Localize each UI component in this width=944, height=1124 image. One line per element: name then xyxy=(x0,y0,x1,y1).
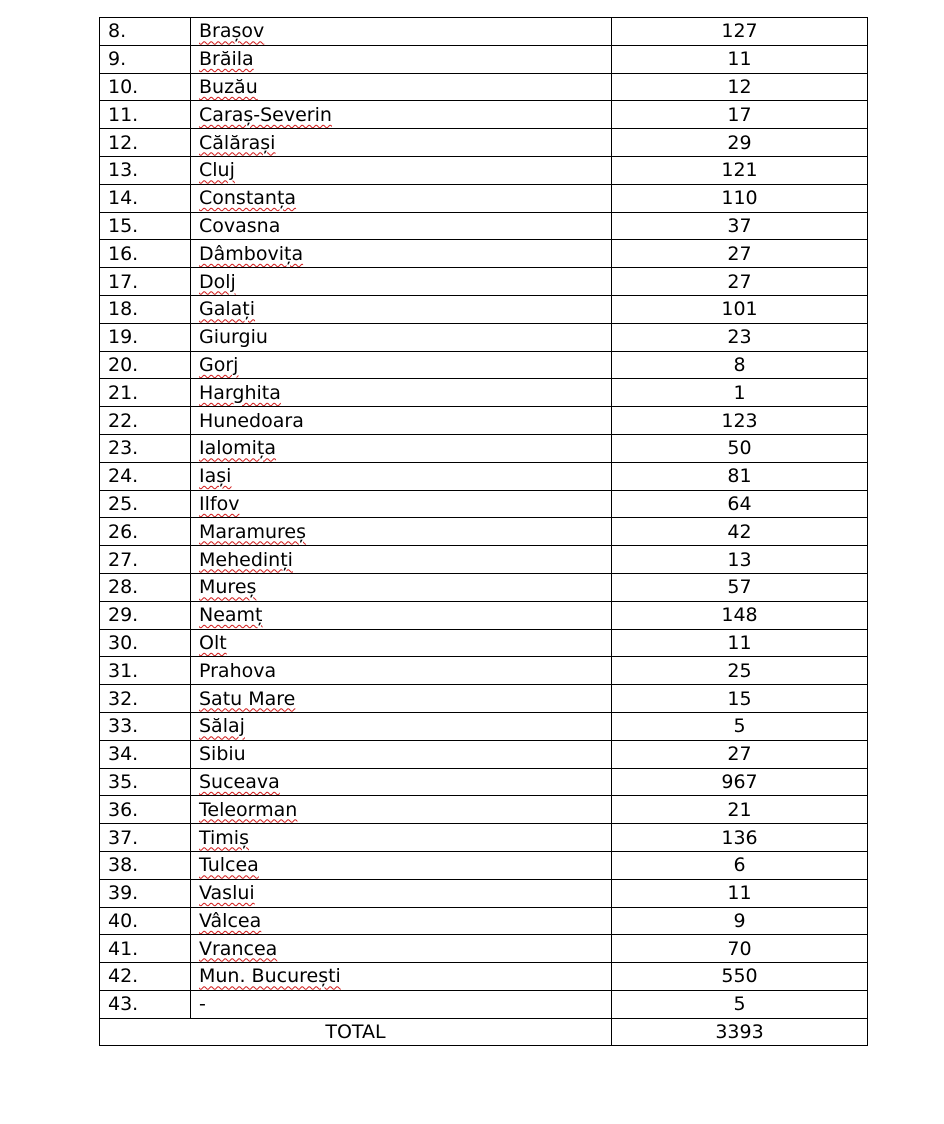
row-number: 35. xyxy=(100,768,191,796)
row-number: 20. xyxy=(100,351,191,379)
county-name-cell xyxy=(191,768,612,796)
row-number: 26. xyxy=(100,518,191,546)
row-number: 24. xyxy=(100,462,191,490)
county-name-cell xyxy=(191,990,612,1018)
table-row xyxy=(100,240,868,268)
county-name: Sibiu xyxy=(199,743,246,766)
total-value: 3393 xyxy=(612,1018,868,1046)
row-number: 36. xyxy=(100,796,191,824)
county-name-cell xyxy=(191,601,612,629)
table-row xyxy=(100,351,868,379)
county-name-cell xyxy=(191,935,612,963)
county-name-cell xyxy=(191,434,612,462)
county-name-cell xyxy=(191,796,612,824)
county-name: Mureș xyxy=(199,576,257,599)
table-row xyxy=(100,712,868,740)
county-name-cell xyxy=(191,129,612,157)
table-row xyxy=(100,601,868,629)
county-name-cell xyxy=(191,73,612,101)
county-name-cell xyxy=(191,573,612,601)
count-value: 13 xyxy=(612,546,868,574)
count-value: 27 xyxy=(612,240,868,268)
total-row xyxy=(100,1018,868,1046)
table-row xyxy=(100,490,868,518)
table-row xyxy=(100,518,868,546)
row-number: 21. xyxy=(100,379,191,407)
county-name-cell xyxy=(191,851,612,879)
county-name: Satu Mare xyxy=(199,687,296,710)
row-number: 9. xyxy=(100,45,191,73)
count-value: 148 xyxy=(612,601,868,629)
row-number: 17. xyxy=(100,268,191,296)
county-name: Neamț xyxy=(199,604,263,627)
county-count-table xyxy=(99,17,868,1046)
row-number: 28. xyxy=(100,573,191,601)
county-name: Sălaj xyxy=(199,715,245,738)
table-row xyxy=(100,379,868,407)
row-number: 8. xyxy=(100,18,191,46)
row-number: 41. xyxy=(100,935,191,963)
count-value: 12 xyxy=(612,73,868,101)
county-name: Harghita xyxy=(199,381,281,404)
count-value: 23 xyxy=(612,323,868,351)
table-row xyxy=(100,156,868,184)
county-name: Timiș xyxy=(199,826,249,849)
count-value: 64 xyxy=(612,490,868,518)
county-name-cell xyxy=(191,879,612,907)
row-number: 15. xyxy=(100,212,191,240)
county-name: Mehedinți xyxy=(199,548,293,571)
county-name-cell xyxy=(191,18,612,46)
table-row xyxy=(100,101,868,129)
county-name-cell xyxy=(191,462,612,490)
count-value: 81 xyxy=(612,462,868,490)
table-row xyxy=(100,657,868,685)
county-name: Prahova xyxy=(199,659,277,682)
county-name-cell xyxy=(191,963,612,991)
county-name: Constanța xyxy=(199,187,297,210)
county-name: Hunedoara xyxy=(199,409,304,432)
count-value: 11 xyxy=(612,45,868,73)
count-value: 6 xyxy=(612,851,868,879)
table-row xyxy=(100,573,868,601)
count-value: 25 xyxy=(612,657,868,685)
count-value: 110 xyxy=(612,184,868,212)
table-row xyxy=(100,990,868,1018)
row-number: 33. xyxy=(100,712,191,740)
row-number: 25. xyxy=(100,490,191,518)
table-row xyxy=(100,963,868,991)
count-value: 101 xyxy=(612,295,868,323)
count-value: 11 xyxy=(612,629,868,657)
count-value: 21 xyxy=(612,796,868,824)
row-number: 12. xyxy=(100,129,191,157)
row-number: 34. xyxy=(100,740,191,768)
county-name: Iași xyxy=(199,465,232,488)
count-value: 15 xyxy=(612,685,868,713)
county-name-cell xyxy=(191,101,612,129)
county-name-cell xyxy=(191,351,612,379)
total-label: TOTAL xyxy=(100,1018,612,1046)
county-name: Suceava xyxy=(199,770,280,793)
county-name: Teleorman xyxy=(199,798,298,821)
table-row xyxy=(100,629,868,657)
row-number: 30. xyxy=(100,629,191,657)
count-value: 57 xyxy=(612,573,868,601)
county-name: Galați xyxy=(199,298,256,321)
row-number: 40. xyxy=(100,907,191,935)
table-row xyxy=(100,685,868,713)
county-name-cell xyxy=(191,907,612,935)
row-number: 11. xyxy=(100,101,191,129)
county-name-cell xyxy=(191,824,612,852)
count-value: 27 xyxy=(612,268,868,296)
county-name-cell xyxy=(191,295,612,323)
table-row xyxy=(100,212,868,240)
table-row xyxy=(100,879,868,907)
row-number: 37. xyxy=(100,824,191,852)
row-number: 32. xyxy=(100,685,191,713)
county-name-cell xyxy=(191,629,612,657)
count-value: 127 xyxy=(612,18,868,46)
table-row xyxy=(100,768,868,796)
table-row xyxy=(100,907,868,935)
county-name-cell xyxy=(191,657,612,685)
county-name-cell xyxy=(191,546,612,574)
count-value: 37 xyxy=(612,212,868,240)
table-row xyxy=(100,824,868,852)
row-number: 13. xyxy=(100,156,191,184)
county-name-cell xyxy=(191,212,612,240)
table-row xyxy=(100,407,868,435)
table-row xyxy=(100,73,868,101)
table-row xyxy=(100,935,868,963)
county-name: Olt xyxy=(199,631,227,654)
county-name: Buzău xyxy=(199,75,258,98)
row-number: 10. xyxy=(100,73,191,101)
county-name-cell xyxy=(191,685,612,713)
row-number: 38. xyxy=(100,851,191,879)
county-name: Dolj xyxy=(199,270,236,293)
count-value: 5 xyxy=(612,990,868,1018)
county-name-cell xyxy=(191,740,612,768)
county-name: Cluj xyxy=(199,159,235,182)
table-row xyxy=(100,546,868,574)
table-row xyxy=(100,851,868,879)
county-name: Mun. București xyxy=(199,965,341,988)
table-row xyxy=(100,295,868,323)
row-number: 16. xyxy=(100,240,191,268)
row-number: 19. xyxy=(100,323,191,351)
count-value: 70 xyxy=(612,935,868,963)
row-number: 31. xyxy=(100,657,191,685)
county-name: Ialomița xyxy=(199,437,277,460)
county-name: Vrancea xyxy=(199,937,278,960)
row-number: 14. xyxy=(100,184,191,212)
county-name-cell xyxy=(191,240,612,268)
count-value: 136 xyxy=(612,824,868,852)
row-number: 18. xyxy=(100,295,191,323)
county-name: Brașov xyxy=(199,20,265,43)
row-number: 22. xyxy=(100,407,191,435)
table-row xyxy=(100,434,868,462)
county-name-cell xyxy=(191,518,612,546)
table-row xyxy=(100,462,868,490)
county-name-cell xyxy=(191,490,612,518)
count-value: 123 xyxy=(612,407,868,435)
county-name: Brăila xyxy=(199,48,254,71)
county-name: Tulcea xyxy=(199,854,259,877)
county-name: Ilfov xyxy=(199,492,240,515)
row-number: 43. xyxy=(100,990,191,1018)
county-name-cell xyxy=(191,268,612,296)
county-name-cell xyxy=(191,184,612,212)
table-row xyxy=(100,740,868,768)
table-row xyxy=(100,129,868,157)
county-name-cell xyxy=(191,712,612,740)
county-name: Maramureș xyxy=(199,520,307,543)
county-name: Gorj xyxy=(199,353,239,376)
county-name: - xyxy=(199,993,206,1016)
county-name-cell xyxy=(191,45,612,73)
count-value: 42 xyxy=(612,518,868,546)
table-row xyxy=(100,268,868,296)
count-value: 11 xyxy=(612,879,868,907)
table-row xyxy=(100,45,868,73)
county-name-cell xyxy=(191,323,612,351)
count-value: 50 xyxy=(612,434,868,462)
count-value: 1 xyxy=(612,379,868,407)
count-value: 121 xyxy=(612,156,868,184)
county-name: Dâmbovița xyxy=(199,242,304,265)
row-number: 39. xyxy=(100,879,191,907)
count-value: 27 xyxy=(612,740,868,768)
count-value: 5 xyxy=(612,712,868,740)
table-row xyxy=(100,796,868,824)
county-name: Vâlcea xyxy=(199,909,262,932)
county-name-cell xyxy=(191,407,612,435)
count-value: 29 xyxy=(612,129,868,157)
county-name: Călărași xyxy=(199,131,276,154)
county-name-cell xyxy=(191,156,612,184)
table-row xyxy=(100,184,868,212)
row-number: 42. xyxy=(100,963,191,991)
county-name: Covasna xyxy=(199,214,281,237)
table-row xyxy=(100,18,868,46)
count-value: 17 xyxy=(612,101,868,129)
county-name: Caraș-Severin xyxy=(199,103,332,126)
county-name: Giurgiu xyxy=(199,326,268,349)
row-number: 29. xyxy=(100,601,191,629)
count-value: 550 xyxy=(612,963,868,991)
row-number: 23. xyxy=(100,434,191,462)
count-value: 9 xyxy=(612,907,868,935)
table-body xyxy=(100,18,868,1019)
row-number: 27. xyxy=(100,546,191,574)
table-row xyxy=(100,323,868,351)
count-value: 967 xyxy=(612,768,868,796)
county-name: Vaslui xyxy=(199,882,255,905)
county-name-cell xyxy=(191,379,612,407)
count-value: 8 xyxy=(612,351,868,379)
